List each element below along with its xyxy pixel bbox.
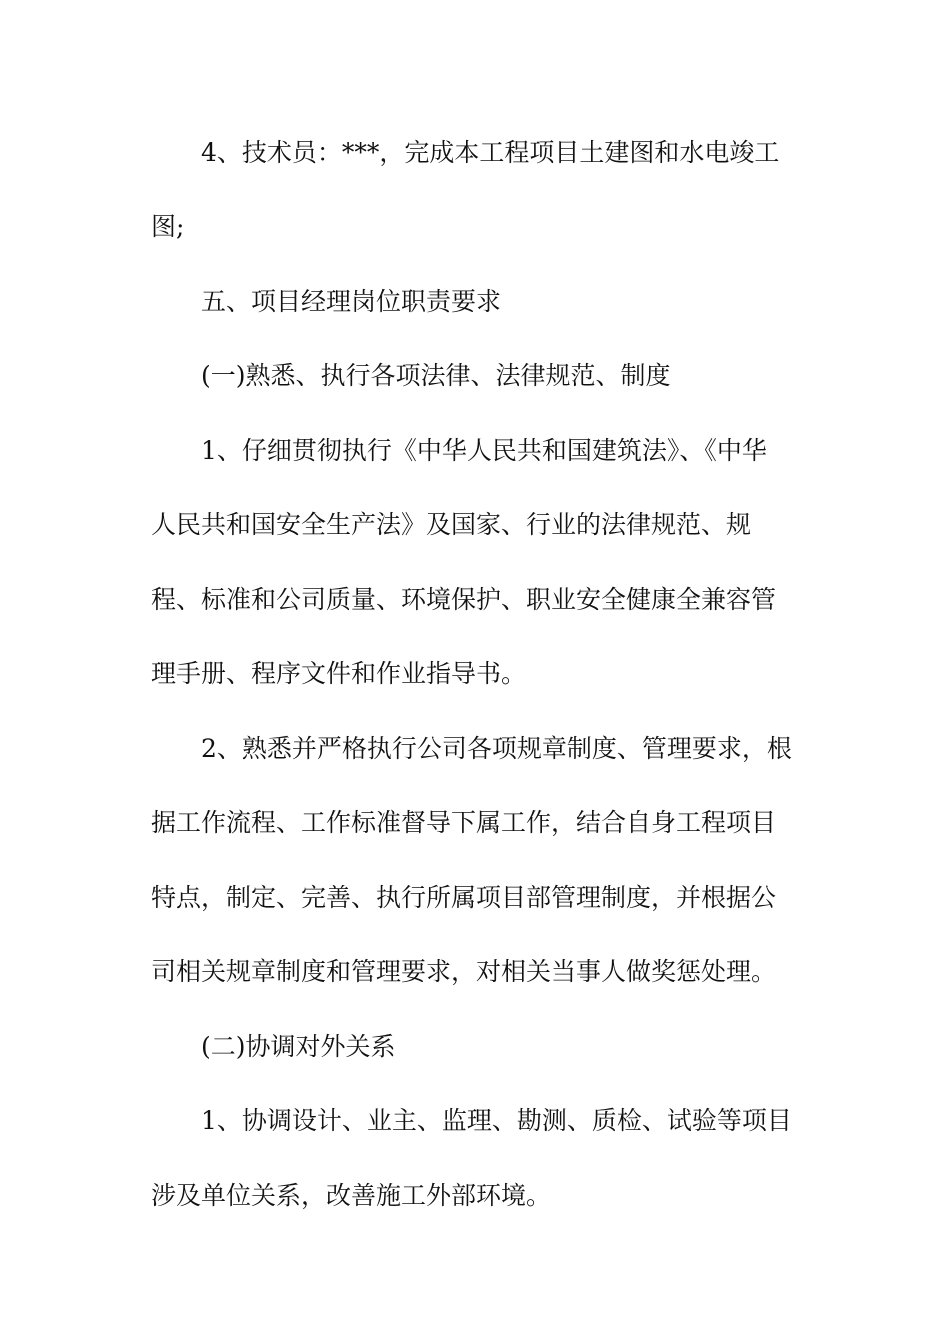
paragraph-coordination-line-2: 涉及单位关系，改善施工外部环境。 bbox=[151, 1181, 552, 1210]
paragraph-law-line-2: 人民共和国安全生产法》及国家、行业的法律规范、规 bbox=[151, 510, 752, 539]
paragraph-rules-line-3: 特点，制定、完善、执行所属项目部管理制度，并根据公 bbox=[151, 883, 777, 912]
section-heading-5: 五、项目经理岗位职责要求 bbox=[201, 287, 502, 316]
paragraph-law-line-1: 1、仔细贯彻执行《中华人民共和国建筑法》、《中华 bbox=[201, 436, 767, 465]
paragraph-rules-line-1: 2、熟悉并严格执行公司各项规章制度、管理要求，根 bbox=[201, 734, 792, 763]
paragraph-technician-line-2: 图; bbox=[151, 212, 185, 241]
paragraph-law-line-3: 程、标准和公司质量、环境保护、职业安全健康全兼容管 bbox=[151, 585, 777, 614]
subsection-heading-1: (一)熟悉、执行各项法律、法律规范、制度 bbox=[201, 361, 671, 390]
paragraph-law-line-4: 理手册、程序文件和作业指导书。 bbox=[151, 659, 527, 688]
paragraph-coordination-line-1: 1、协调设计、业主、监理、勘测、质检、试验等项目 bbox=[201, 1106, 792, 1135]
subsection-heading-2: (二)协调对外关系 bbox=[201, 1032, 396, 1061]
paragraph-rules-line-4: 司相关规章制度和管理要求，对相关当事人做奖惩处理。 bbox=[151, 957, 777, 986]
paragraph-rules-line-2: 据工作流程、工作标准督导下属工作，结合自身工程项目 bbox=[151, 808, 777, 837]
paragraph-technician-line-1: 4、技术员：***，完成本工程项目土建图和水电竣工 bbox=[201, 138, 780, 167]
